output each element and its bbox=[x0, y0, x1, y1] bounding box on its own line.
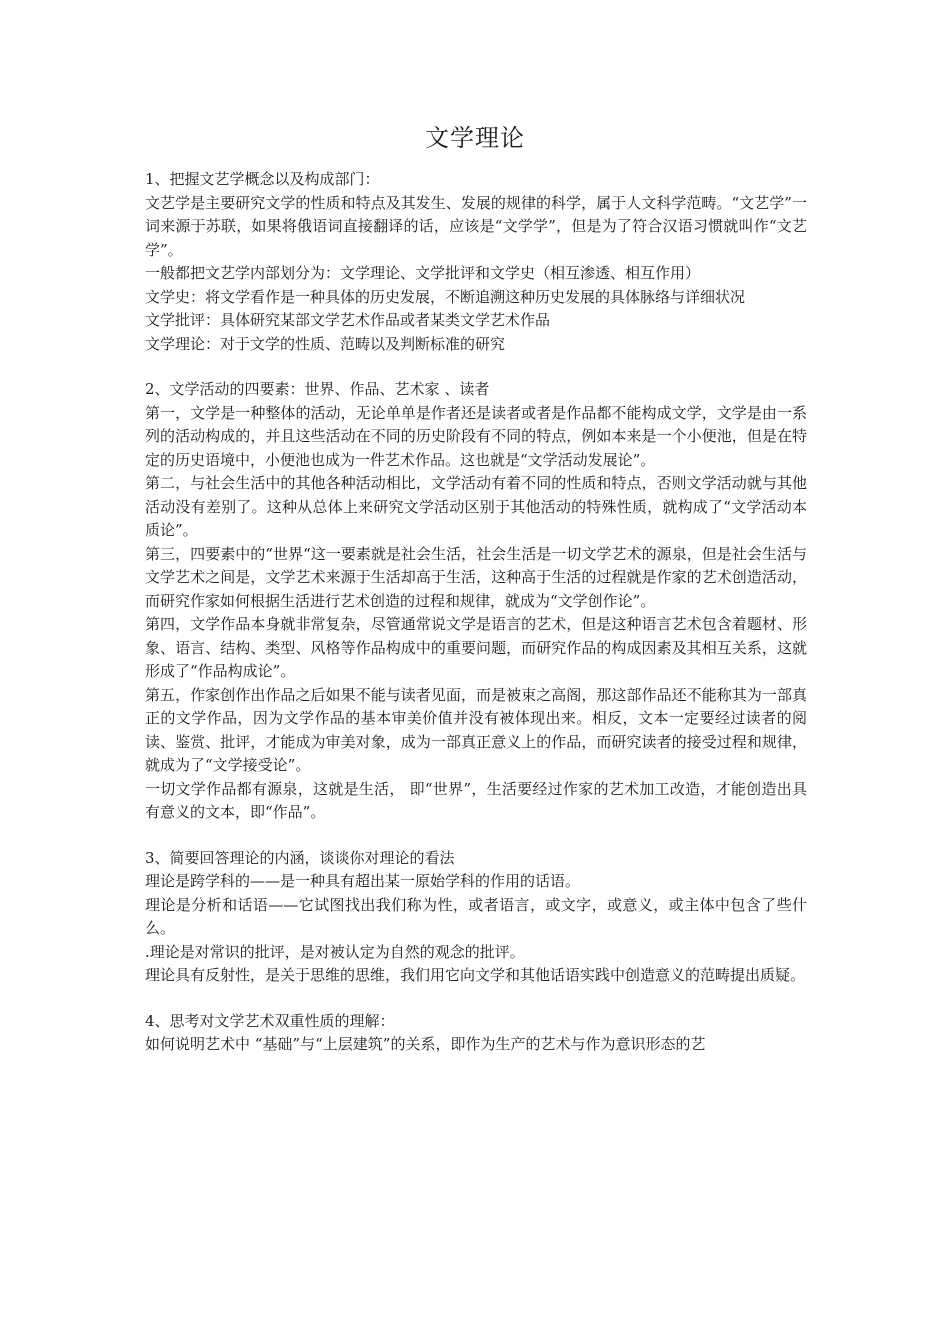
section-spacer bbox=[145, 825, 807, 847]
section-4 bbox=[145, 1010, 807, 1057]
paragraph: 第一，文学是一种整体的活动，无论单单是作者还是读者或者是作品都不能构成文学，文学是由一系列的活动构成的，并且这些活动在不同的历史阶段有不同的特点，例如本来是一个小便池，但是在特定的历史语境中，小便池也成为一件艺术作品。这也就是“文学活动发展论”。 bbox=[145, 403, 807, 469]
section-heading: 4、思考对文学艺术双重性质的理解： bbox=[145, 1011, 395, 1030]
paragraph: 文艺学是主要研究文学的性质和特点及其发生、发展的规律的科学，属于人文科学范畴。“文艺学”一词来源于苏联，如果将俄语词直接翻译的话，应该是“文学学”，但是为了符合汉语习惯就叫作“文艺学”。 bbox=[145, 193, 807, 259]
section-heading: 2、文学活动的四要素：世界、作品、艺术家 、读者 bbox=[145, 380, 490, 398]
paragraph: 一切文学作品都有源泉，这就是生活， 即“世界”，生活要经过作家的艺术加工改造，才能创造出具有意义的文本，即“作品”。 bbox=[145, 779, 807, 821]
paragraph: 理论是跨学科的——是一种具有超出某一原始学科的作用的话语。 bbox=[145, 872, 581, 890]
section-spacer bbox=[145, 988, 807, 1010]
paragraph: 理论是分析和话语——它试图找出我们称为性，或者语言，或文字，或意义，或主体中包含了些什么。 bbox=[145, 895, 807, 937]
paragraph: 第五，作家创作出作品之后如果不能与读者见面，而是被束之高阁，那这部作品还不能称其为一部真正的文学作品，因为文学作品的基本审美价值并没有被体现出来。相反，文本一定要经过读者的阅读、鉴赏、批评，才能成为审美对象，成为一部真正意义上的作品，而研究读者的接受过程和规律，就成为了“文学接受论”。 bbox=[145, 685, 807, 774]
section-3 bbox=[145, 847, 807, 988]
paragraph: .理论是对常识的批评，是对被认定为自然的观念的批评。 bbox=[145, 942, 525, 961]
paragraph: 第二，与社会生活中的其他各种活动相比，文学活动有着不同的性质和特点，否则文学活动就与其他活动没有差别了。这种从总体上来研究文学活动区别于其他活动的特殊性质，就构成了“文学活动本质论”。 bbox=[145, 474, 807, 539]
paragraph: 第四，文学作品本身就非常复杂，尽管通常说文学是语言的艺术，但是这种语言艺术包含着题材、形象、语言、结构、类型、风格等作品构成中的重要问题，而研究作品的构成因素及其相互关系，这就形成了“作品构成论”。 bbox=[145, 615, 807, 680]
paragraph: 一般都把文艺学内部划分为：文学理论、文学批评和文学史（相互渗透、相互作用） bbox=[145, 264, 701, 282]
paragraph: 文学理论：对于文学的性质、范畴以及判断标准的研究 bbox=[145, 334, 506, 353]
paragraph: 文学史：将文学看作是一种具体的历史发展，不断追溯这种历史发展的具体脉络与详细状况 bbox=[145, 287, 746, 306]
section-heading: 3、简要回答理论的内涵，谈谈你对理论的看法 bbox=[145, 848, 455, 867]
document-body bbox=[145, 168, 807, 1057]
paragraph: 文学批评：具体研究某部文学艺术作品或者某类文学艺术作品 bbox=[145, 311, 551, 329]
paragraph: 第三，四要素中的“世界“这一要素就是社会生活，社会生活是一切文学艺术的源泉，但是社会生活与文学艺术之间是，文学艺术来源于生活却高于生活，这种高于生活的过程就是作家的艺术创造活动，而研究作家如何根据生活进行艺术创造的过程和规律，就成为“文学创作论”。 bbox=[145, 544, 807, 610]
section-heading: 1、把握文艺学概念以及构成部门： bbox=[145, 170, 380, 188]
section-spacer bbox=[145, 356, 807, 378]
paragraph: 如何说明艺术中 “基础”与“上层建筑”的关系，即作为生产的艺术与作为意识形态的艺 bbox=[145, 1035, 706, 1053]
section-2 bbox=[145, 378, 807, 825]
page-title: 文学理论 bbox=[425, 124, 525, 152]
section-1 bbox=[145, 168, 807, 356]
paragraph: 理论具有反射性，是关于思维的思维，我们用它向文学和其他话语实践中创造意义的范畴提出质疑。 bbox=[145, 966, 806, 984]
